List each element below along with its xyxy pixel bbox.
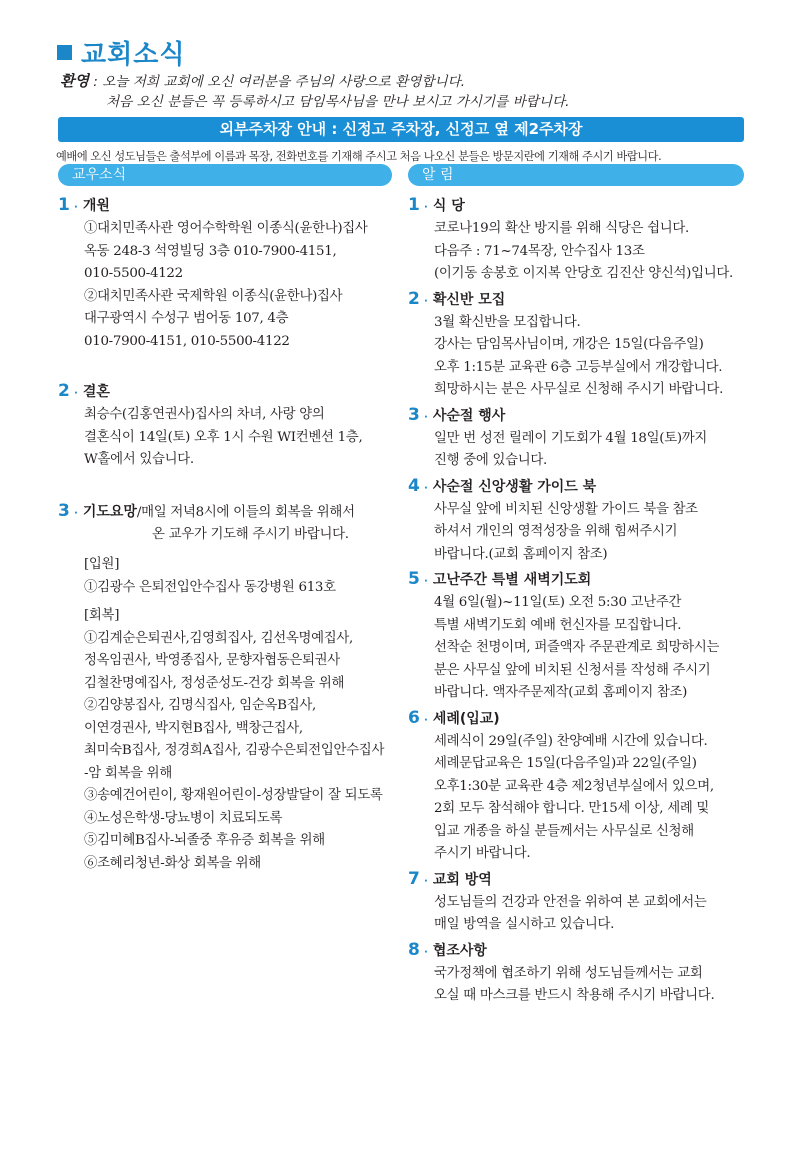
line: 최미숙B집사, 정경희A집사, 김광수은퇴전입안수집사 xyxy=(84,743,385,758)
spacer xyxy=(58,472,398,498)
section-title xyxy=(408,192,750,218)
section-body xyxy=(408,592,750,705)
section-number: 1 xyxy=(58,195,70,215)
line: ①대치민족사관 영어수학학원 이종식(윤한나)집사 xyxy=(84,221,368,236)
dot-icon: · xyxy=(424,946,428,958)
recovery-label: [회복] xyxy=(84,608,120,623)
line: 입교 개종을 하실 분들께서는 사무실로 신청해 xyxy=(434,823,694,839)
section-title-text: 식 당 xyxy=(432,198,465,214)
parking-banner: 외부주차장 안내 : 신정고 주차장, 신정고 옆 제2주차장 xyxy=(58,117,744,142)
section-body xyxy=(58,218,398,353)
section-title xyxy=(408,937,750,963)
dot-icon: · xyxy=(424,202,428,213)
line: 세례문답교육은 15일(다음주일)과 22일(주일) xyxy=(434,756,697,771)
line: 성도님들의 건강과 안전을 위하여 본 교회에서는 xyxy=(434,894,707,910)
welcome-label: 환영 xyxy=(60,72,89,90)
line: W홀에서 있습니다. xyxy=(84,452,194,467)
line: 최승수(김홍연권사)집사의 차녀, 사랑 양의 xyxy=(84,407,325,422)
line: ③송예건어린이, 황재원어린이-성장발달이 잘 되도록 xyxy=(84,788,383,803)
dot-icon: · xyxy=(424,411,428,423)
news-section-opening xyxy=(58,192,398,353)
line: 옥동 248-3 석영빌딩 3층 010-7900-4151, xyxy=(84,243,337,259)
line: 오실 때 마스크를 반드시 착용해 주시기 바랍니다. xyxy=(434,988,715,1003)
line: 결혼식이 14일(토) 오후 1시 수원 WI컨벤션 1층, xyxy=(84,429,363,445)
notice-section xyxy=(408,937,750,1008)
line: ②김양봉집사, 김명식집사, 임순옥B집사, xyxy=(84,698,316,713)
section-body xyxy=(408,731,750,866)
section-body xyxy=(408,499,750,567)
attendance-note: 예배에 오신 성도님들은 출석부에 이름과 목장, 전화번호를 기재해 주시고 처음 나오신 분들은 방문지란에 기재해 주시기 바랍니다. xyxy=(56,150,662,163)
section-number: 3 xyxy=(408,404,420,425)
hospitalized-label: [입원] xyxy=(84,557,120,572)
section-title-text: 개원 xyxy=(82,198,110,214)
welcome-line-1: : 오늘 저희 교회에 오신 여러분을 주님의 사랑으로 환영합니다. xyxy=(88,74,466,90)
line: 강사는 담임목사님이며, 개강은 15일(다음주일) xyxy=(434,337,704,352)
dot-icon: · xyxy=(424,875,428,887)
section-title xyxy=(58,192,398,218)
section-number: 3 xyxy=(58,500,70,521)
line: 분은 사무실 앞에 비치된 신청서를 작성해 주시기 xyxy=(434,662,711,678)
line: 오후1:30분 교육관 4층 제2청년부실에서 있으며, xyxy=(434,778,714,794)
line: 바랍니다. 액자주문제작(교회 홈페이지 참조) xyxy=(434,685,688,700)
line: ⑥조혜리청년-화상 회복을 위해 xyxy=(84,855,261,871)
section-number: 2 xyxy=(408,288,420,309)
notice-section xyxy=(408,473,750,567)
line: 바랍니다.(교회 홈페이지 참조) xyxy=(434,546,608,562)
news-header: 교우소식 xyxy=(58,164,392,186)
section-title-rest: /매일 저녁8시에 이들의 회복을 위해서 xyxy=(136,504,355,520)
square-bullet-icon xyxy=(57,45,72,60)
line: 매일 방역을 실시하고 있습니다. xyxy=(434,917,615,932)
section-title xyxy=(408,866,750,892)
section-title xyxy=(408,402,750,428)
section-number: 1 xyxy=(408,195,420,215)
spacer xyxy=(58,353,398,378)
section-title xyxy=(58,378,398,404)
notice-section xyxy=(408,192,750,286)
line: 선착순 천명이며, 퍼즐액자 주문관계로 희망하시는 xyxy=(434,640,720,655)
line: 특별 새벽기도회 예배 헌신자를 모집합니다. xyxy=(434,617,682,633)
line: 2회 모두 참석해야 합니다. 만15세 이상, 세례 및 xyxy=(434,801,710,816)
line: 세례식이 29일(주일) 찬양예배 시간에 있습니다. xyxy=(434,733,708,749)
line: 진행 중에 있습니다. xyxy=(434,453,547,468)
notice-section xyxy=(408,705,750,866)
section-title-text: 고난주간 특별 새벽기도회 xyxy=(432,572,592,588)
section-title-text: 확신반 모집 xyxy=(432,291,506,308)
notice-section xyxy=(408,566,750,705)
welcome-message xyxy=(60,71,569,112)
news-column xyxy=(58,192,398,875)
line: 코로나19의 확산 방지를 위해 식당은 쉽니다. xyxy=(434,221,689,236)
section-number: 8 xyxy=(408,939,420,960)
line: 오후 1:15분 교육관 6층 고등부실에서 개강합니다. xyxy=(434,359,723,375)
line: 4월 6일(월)~11일(토) 오전 5:30 고난주간 xyxy=(434,595,682,610)
notice-section xyxy=(408,286,750,402)
section-body xyxy=(408,963,750,1008)
section-title xyxy=(408,705,750,731)
line: 온 교우가 기도해 주시기 바랍니다. xyxy=(152,526,349,542)
welcome-line-2: 처음 오신 분들은 꼭 등록하시고 담임목사님을 만나 보시고 가시기를 바랍니다. xyxy=(106,94,570,110)
section-body xyxy=(58,524,398,876)
news-section-prayer xyxy=(58,498,398,876)
section-title-text: 결혼 xyxy=(82,384,110,400)
section-body xyxy=(408,218,750,286)
page-title xyxy=(57,34,185,71)
news-section-wedding xyxy=(58,378,398,472)
section-body xyxy=(408,428,750,473)
notice-header: 알 림 xyxy=(408,164,744,186)
notice-section xyxy=(408,402,750,473)
section-number: 4 xyxy=(408,475,420,496)
dot-icon: · xyxy=(424,482,428,494)
dot-icon: · xyxy=(424,576,428,587)
line: 이연경권사, 박지현B집사, 백창근집사, xyxy=(84,720,303,736)
dot-icon: · xyxy=(424,714,428,726)
line: ①김계순은퇴권사,김영희집사, 김선옥명예집사, xyxy=(84,630,353,646)
line: 정옥임권사, 박영종집사, 문향자협동은퇴권사 xyxy=(84,653,340,668)
line: 010-5500-4122 xyxy=(84,266,183,281)
notice-section xyxy=(408,866,750,937)
line: ②대치민족사관 국제학원 이종식(윤한나)집사 xyxy=(84,288,343,304)
section-title xyxy=(408,566,750,592)
section-title xyxy=(58,498,398,524)
dot-icon: · xyxy=(74,388,78,399)
section-title-text: 세례(입교) xyxy=(432,710,500,727)
line: 다음주 : 71~74목장, 안수집사 13조 xyxy=(434,243,645,259)
line: 일만 번 성전 릴레이 기도회가 4월 18일(토)까지 xyxy=(434,430,708,446)
line: 주시기 바랍니다. xyxy=(434,846,531,861)
section-title-text: 교회 방역 xyxy=(432,871,492,888)
section-number: 5 xyxy=(408,569,420,589)
dot-icon: · xyxy=(74,507,78,519)
line: 3월 확신반을 모집합니다. xyxy=(434,314,581,330)
dot-icon: · xyxy=(424,295,428,307)
section-title xyxy=(408,473,750,499)
section-title xyxy=(408,286,750,312)
page-title-text: 교회소식 xyxy=(81,40,186,70)
line: 국가정책에 협조하기 위해 성도님들께서는 교회 xyxy=(434,965,703,981)
line: ④노성은학생-당뇨병이 치료되도록 xyxy=(84,810,283,826)
section-title-text: 사순절 행사 xyxy=(432,407,506,424)
section-title-text: 사순절 신앙생활 가이드 북 xyxy=(432,478,597,495)
section-number: 6 xyxy=(408,707,420,728)
section-number: 7 xyxy=(408,868,420,889)
section-number: 2 xyxy=(58,381,70,401)
section-title-text: 협조사항 xyxy=(432,942,487,959)
line: -암 회복을 위해 xyxy=(84,765,172,781)
dot-icon: · xyxy=(74,202,78,213)
section-body xyxy=(408,312,750,402)
section-body xyxy=(58,404,398,472)
line: 하셔서 개인의 영적성장을 위해 힘써주시기 xyxy=(434,524,678,539)
line: ①김광수 은퇴전입안수집사 동강병원 613호 xyxy=(84,579,336,595)
line: 대구광역시 수성구 범어동 107, 4층 xyxy=(84,311,289,326)
notice-column xyxy=(408,192,750,1008)
line: 010-7900-4151, 010-5500-4122 xyxy=(84,333,290,349)
line: (이기동 송봉호 이지복 안당호 김진산 양신석)입니다. xyxy=(434,266,733,281)
section-body xyxy=(408,892,750,937)
section-title-text: 기도요망 xyxy=(82,503,137,520)
line: 희망하시는 분은 사무실로 신청해 주시기 바랍니다. xyxy=(434,382,724,397)
line: 김철찬명예집사, 정성준성도-건강 회복을 위해 xyxy=(84,675,345,691)
line: 사무실 앞에 비치된 신앙생활 가이드 북을 참조 xyxy=(434,501,698,517)
line: ⑤김미혜B집사-뇌졸중 후유증 회복을 위해 xyxy=(84,833,325,848)
